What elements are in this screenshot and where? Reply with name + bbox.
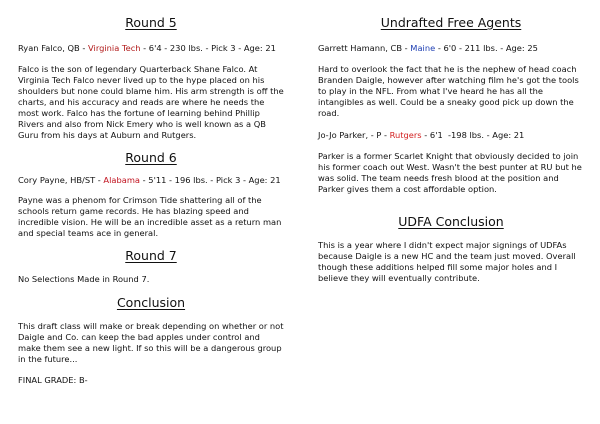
left-column: [18, 14, 284, 386]
conclusion-heading: Conclusion: [116, 295, 186, 310]
udfa-conclusion-heading: UDFA Conclusion: [398, 214, 504, 229]
round-7-text: No Selections Made in Round 7.: [18, 274, 150, 284]
round-5-heading: Round 5: [125, 15, 177, 30]
udfa-player-1-profile: [318, 43, 584, 54]
round-5-description: Falco is the son of legendary Quarterback Shane Falco. At Virginia Tech Falco never lived up to the hype placed on his shoulders but none could blame him. His arm strength is off the charts, and his accuracy and reads are where he needs the most work. Falco has the fortune of learning behind Phillip Rivers and also from Nick Emery who is well known as a QB Guru from his days at Auburn and Rutgers.: [18, 64, 284, 140]
final-grade: FINAL GRADE: B-: [18, 375, 88, 385]
team-name: Rutgers: [389, 130, 422, 140]
team-name: Maine: [410, 43, 436, 53]
round-6-heading: Round 6: [125, 150, 177, 165]
udfa-conclusion-text: This is a year where I didn't expect major signings of UDFAs because Daigle is a new HC and the team just moved. Overall though these additions helped fill some major holes and I believe they will eventually contribute.: [318, 240, 576, 283]
player-name: Ryan Falco, QB -: [18, 43, 89, 53]
player-name: Jo-Jo Parker, - P -: [318, 130, 390, 140]
udfa-player-2-profile: [318, 130, 584, 141]
player-details: - 6'4 - 230 lbs. - Pick 3 - Age: 21: [140, 43, 276, 53]
conclusion-text: This draft class will make or break depending on whether or not Daigle and Co. can keep the bad apples under control and make them see a new light. If so this will be a dangerous group in the future...: [18, 321, 284, 364]
udfa-heading: Undrafted Free Agents: [380, 15, 522, 30]
player-name: Cory Payne, HB/ST -: [18, 175, 104, 185]
round-6-description: Payne was a phenom for Crimson Tide shattering all of the schools return game records. He has blazing speed and incredible vision. He will be an incredible asset as a return man and special teams ace in general.: [18, 195, 282, 238]
udfa-player-1-description: Hard to overlook the fact that he is the nephew of head coach Branden Daigle, however after watching film he's got the tools to play in the NFL. From what I've heard he has all the intangibles as well. Could be a sneaky good pick up down the road.: [318, 64, 579, 118]
player-details: - 6'0 - 211 lbs. - Age: 25: [435, 43, 538, 53]
right-column: [318, 14, 584, 284]
round-5-player-profile: [18, 43, 284, 54]
player-details: - 6'1 -198 lbs. - Age: 21: [421, 130, 525, 140]
round-7-heading: Round 7: [125, 248, 177, 263]
team-name: Alabama: [103, 175, 141, 185]
player-name: Garrett Hamann, CB -: [318, 43, 411, 53]
player-details: - 5'11 - 196 lbs. - Pick 3 - Age: 21: [140, 175, 281, 185]
udfa-player-2-description: Parker is a former Scarlet Knight that obviously decided to join his former coach out West. Wasn't the best punter at RU but he was solid. The team needs fresh blood at the position and Parker gives them a cost affordable option.: [318, 151, 582, 194]
team-name: Virginia Tech: [88, 43, 141, 53]
round-6-player-profile: [18, 175, 284, 186]
